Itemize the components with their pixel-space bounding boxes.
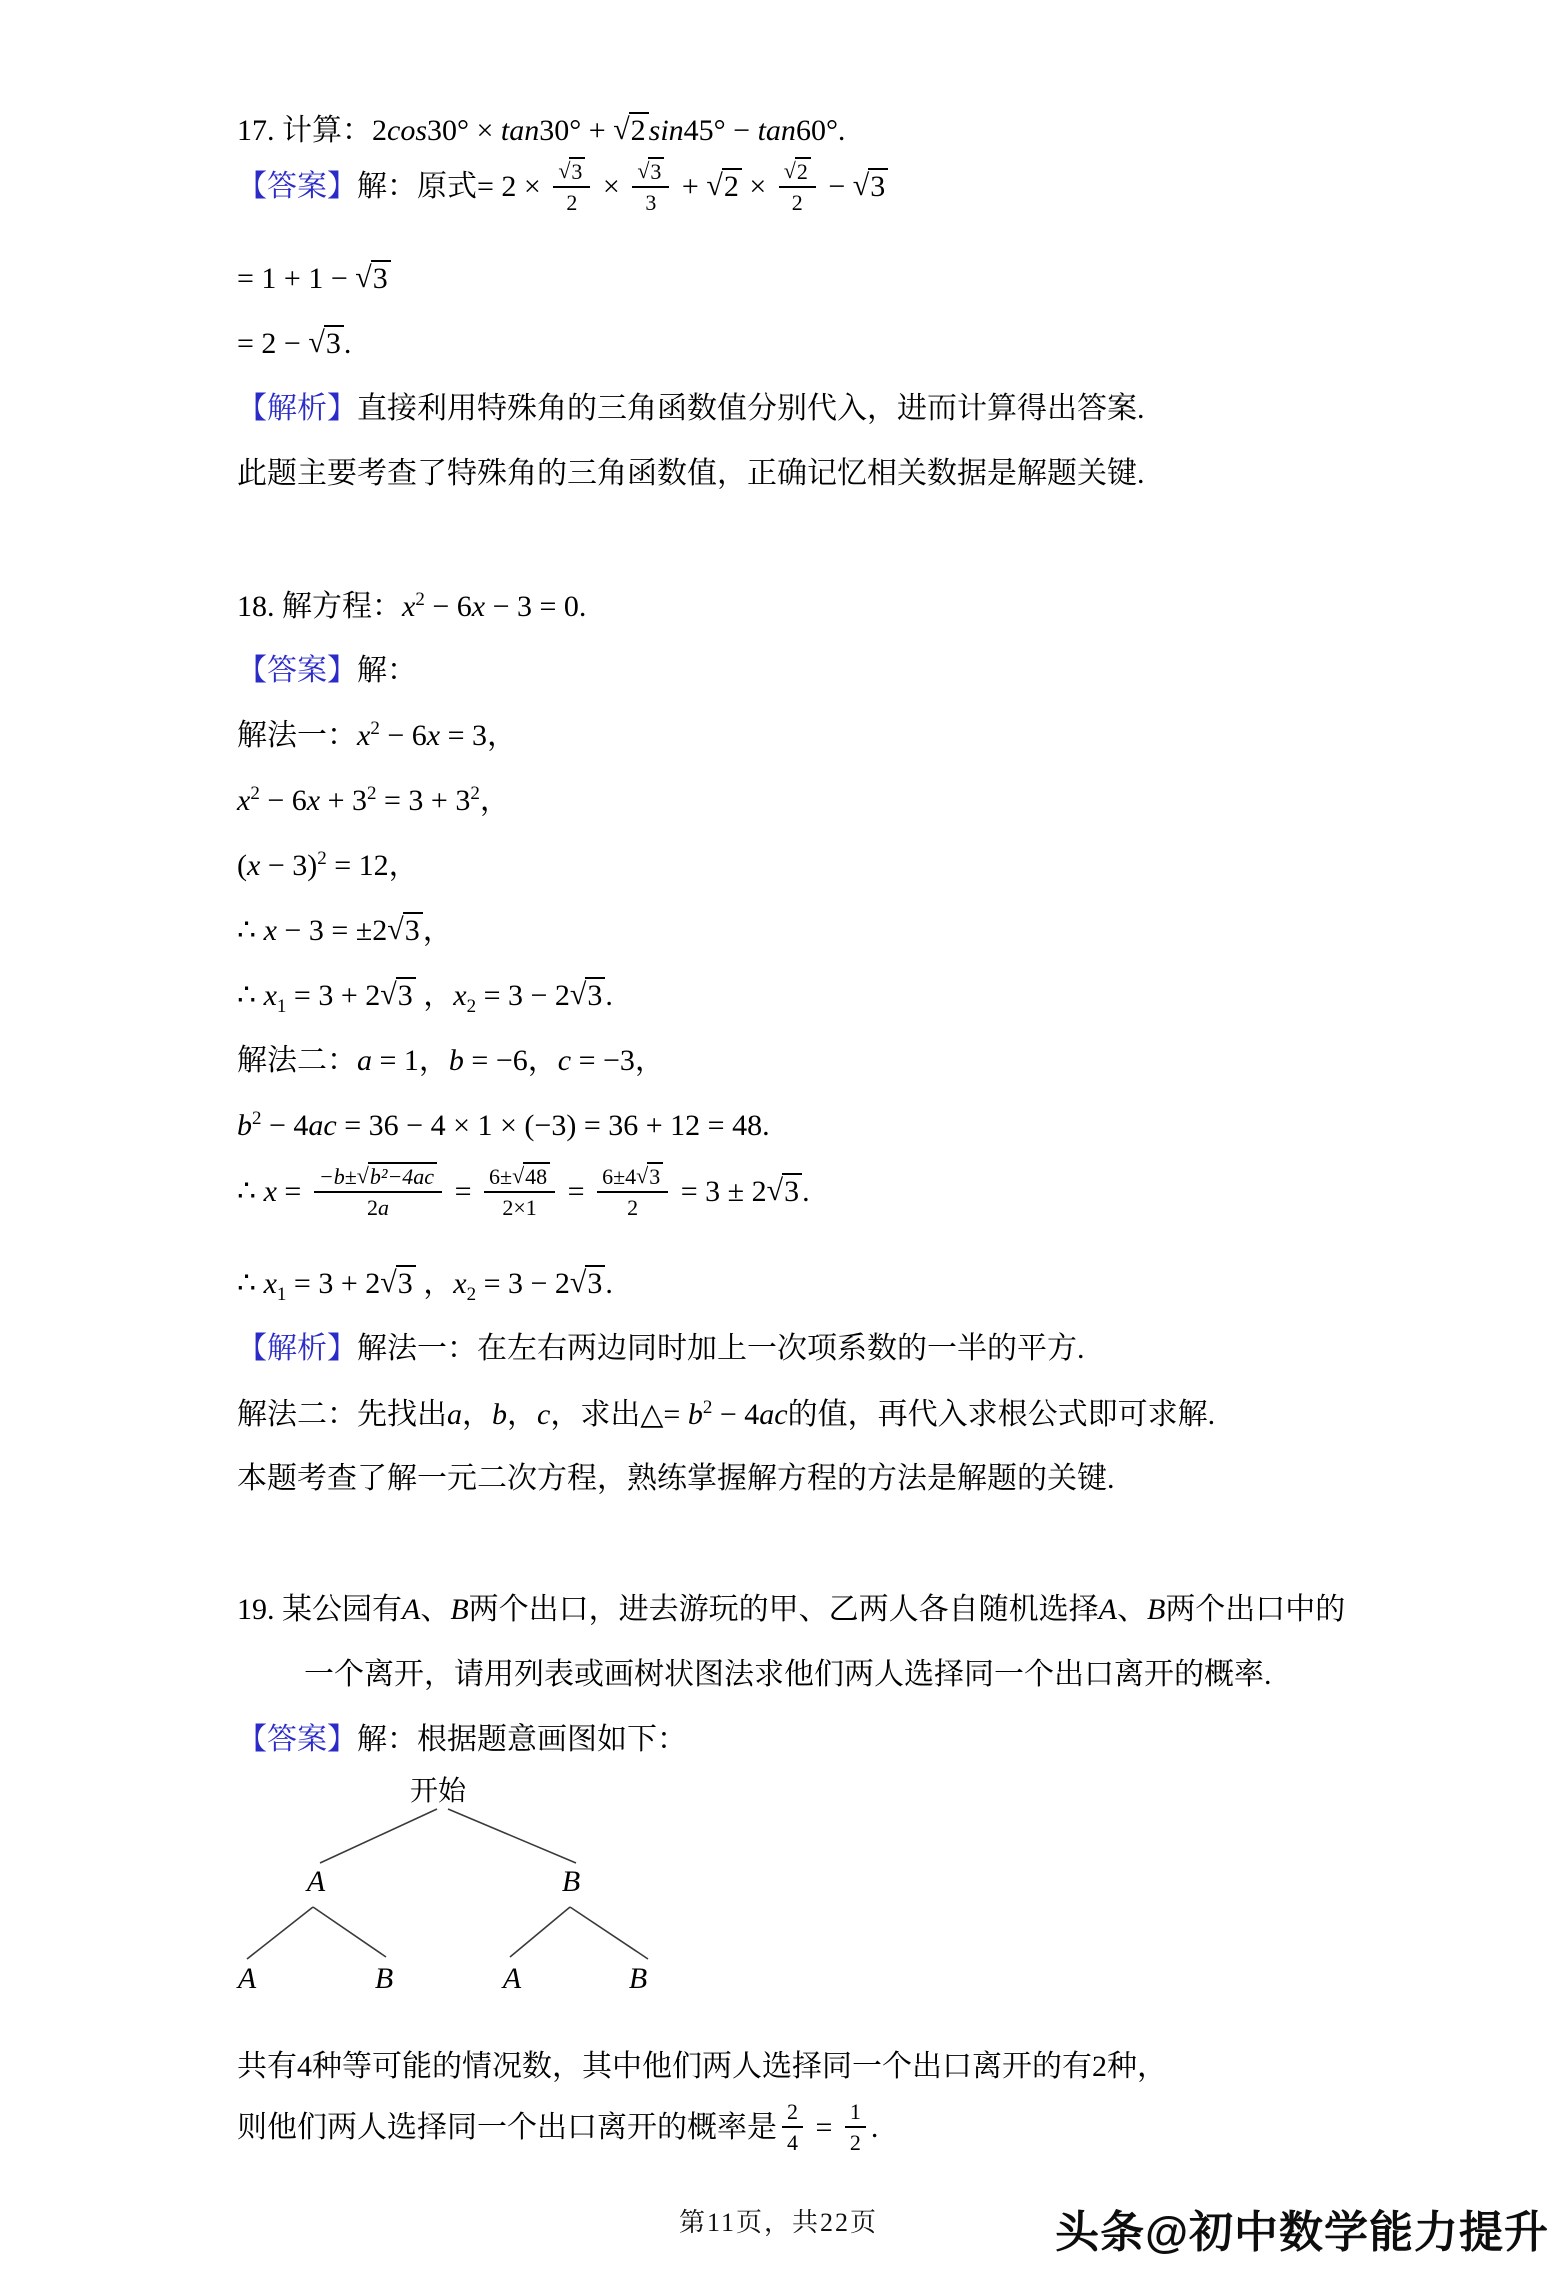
text-run: 2 — [849, 2130, 861, 2156]
q17-answer-line3 — [237, 325, 351, 363]
radical — [784, 157, 811, 184]
radicand: 48 — [523, 1162, 550, 1188]
text-run: 解法一：在左右两边同时加上一次项系数的一半的平方. — [357, 1332, 1085, 1365]
text-run: . — [343, 327, 352, 360]
radical-sign: √ — [637, 158, 650, 183]
fraction-numerator — [314, 1162, 442, 1193]
text-run: ∴ — [237, 1267, 264, 1300]
fraction — [553, 157, 590, 216]
text-run: = — [447, 1175, 479, 1209]
q18-analysis-line3 — [237, 1460, 1115, 1498]
radicand: 3 — [396, 977, 416, 1012]
fraction — [632, 157, 669, 216]
fraction-denominator — [597, 1193, 668, 1220]
math-variable: c — [557, 1044, 572, 1077]
fraction — [782, 2099, 803, 2156]
text-run: − 6 — [424, 590, 472, 623]
text-run: 2×1 — [502, 1195, 537, 1221]
fraction-denominator — [845, 2128, 866, 2155]
text-run: 一个离开，请用列表或画树状图法求他们两人选择同一个出口离开的概率. — [304, 1658, 1272, 1691]
radicand: 3 — [782, 1173, 802, 1208]
superscript: 2 — [250, 783, 260, 804]
text-run: 4 — [787, 2130, 798, 2156]
tree-level1-label: B — [561, 1865, 581, 1898]
math-variable: cos — [387, 114, 427, 147]
math-variable: x — [263, 979, 277, 1012]
q18-method1-step2 — [237, 782, 510, 820]
text-run: 解法二：先找出 — [237, 1398, 447, 1431]
superscript: 2 — [252, 1108, 262, 1129]
text-run: ， — [462, 1398, 492, 1431]
radical-sign: √ — [613, 113, 630, 146]
text-run: = 12， — [326, 849, 419, 882]
tree-branch — [320, 1809, 437, 1863]
subscript: 1 — [276, 996, 287, 1017]
text-run: × — [595, 170, 628, 204]
math-variable: x — [357, 719, 371, 752]
radicand: 2 — [629, 112, 649, 147]
fraction-denominator — [553, 188, 590, 215]
text-run: = 1 + 1 − — [237, 262, 356, 295]
tree-level2-label: A — [237, 1962, 257, 1995]
radical — [570, 977, 605, 1015]
text-run: = −3， — [571, 1044, 665, 1077]
radical — [706, 168, 741, 206]
radical — [357, 1162, 437, 1189]
fraction-numerator — [632, 157, 669, 188]
math-variable: tan — [500, 114, 540, 147]
superscript: 2 — [415, 589, 425, 610]
section-label: 【解析】 — [237, 392, 357, 425]
radical-sign: √ — [380, 978, 397, 1011]
fraction — [597, 1162, 668, 1221]
superscript: 2 — [370, 718, 380, 739]
text-run: 6± — [489, 1164, 513, 1189]
text-run: 此题主要考查了特殊角的三角函数值，正确记忆相关数据是解题关键. — [237, 457, 1145, 490]
math-variable: x — [247, 849, 261, 882]
radical — [308, 325, 343, 363]
text-run: 解： — [357, 654, 417, 687]
tree-branch — [313, 1907, 386, 1957]
radical — [767, 1173, 802, 1211]
fraction-denominator — [484, 1193, 555, 1220]
q17-problem — [237, 112, 845, 150]
fraction-denominator — [782, 2128, 803, 2155]
text-run: 45° − — [683, 114, 758, 147]
math-variable: ac — [308, 1109, 337, 1142]
section-label: 【答案】 — [237, 1723, 357, 1756]
fraction-denominator — [314, 1193, 442, 1220]
text-run: 解：根据题意画图如下： — [357, 1723, 687, 1756]
radicand: 3 — [371, 260, 391, 295]
math-variable: c — [537, 1398, 551, 1431]
q18-method2-step4 — [237, 1265, 613, 1307]
radical — [636, 1162, 663, 1189]
q17-analysis-line1 — [237, 390, 1145, 428]
tree-level1-label: A — [306, 1865, 326, 1898]
math-variable: A — [1098, 1593, 1117, 1626]
text-run: = 3 + 3 — [376, 784, 471, 817]
math-variable: b — [237, 1109, 252, 1142]
text-run: 60°. — [795, 114, 846, 147]
text-run: 3 — [645, 190, 657, 216]
radicand: 2 — [795, 157, 811, 183]
text-run: 17. 计算： — [237, 114, 372, 147]
text-run: 18. 解方程： — [237, 590, 402, 623]
superscript: 2 — [317, 848, 327, 869]
page-number: 第11页，共22页 — [678, 2208, 879, 2237]
text-run: ∴ — [237, 1175, 264, 1209]
q18-method2-step3 — [237, 1165, 810, 1224]
radical-sign: √ — [569, 1266, 587, 1299]
q18-method1-step1 — [237, 717, 517, 755]
math-variable: b — [448, 1044, 464, 1077]
math-variable: x — [263, 1267, 277, 1300]
text-run: ± — [344, 1164, 357, 1189]
tree-diagram — [220, 1772, 680, 2012]
radical-sign: √ — [308, 326, 325, 359]
superscript: 2 — [367, 783, 377, 804]
math-variable: x — [402, 590, 416, 623]
text-run: = 3 − 2 — [476, 979, 570, 1012]
radical — [613, 112, 648, 150]
q17-analysis-line2 — [237, 455, 1145, 493]
fraction — [779, 157, 816, 216]
math-variable: x — [471, 590, 486, 623]
radical — [853, 168, 888, 206]
radical — [512, 1162, 550, 1189]
superscript: 2 — [702, 1397, 713, 1418]
q18-analysis-line1 — [237, 1330, 1085, 1368]
text-run: × — [741, 170, 774, 204]
text-run: − 3 = ±2 — [276, 914, 388, 947]
text-run: = −6， — [463, 1044, 558, 1077]
watermark: 头条@初中数学能力提升 — [1055, 2208, 1549, 2257]
math-variable: x — [426, 719, 441, 752]
math-variable: a — [377, 1195, 389, 1221]
text-run: − 6 — [259, 784, 307, 817]
text-run: 2 — [791, 190, 803, 216]
text-run: 、 — [1116, 1593, 1147, 1626]
fraction-denominator — [632, 188, 669, 215]
math-variable: a — [447, 1398, 462, 1431]
q18-method1-step3 — [237, 847, 419, 885]
text-run: 1 — [849, 2099, 861, 2124]
subscript: 2 — [466, 1284, 477, 1305]
radical — [355, 260, 390, 298]
q18-method1-step4 — [237, 912, 453, 950]
superscript: 2 — [470, 783, 480, 804]
tree-root-label: 开始 — [409, 1776, 467, 1807]
radical-sign: √ — [783, 158, 796, 183]
radical-sign: √ — [387, 913, 404, 946]
text-run: = 1， — [372, 1044, 449, 1077]
q17-answer-line1 — [237, 160, 888, 219]
text-run: = 3 + 2 — [286, 979, 381, 1012]
text-run: 6±4 — [602, 1164, 637, 1189]
text-run: + — [674, 170, 707, 204]
q18-method1-step5 — [237, 977, 613, 1019]
math-variable: x — [453, 1267, 467, 1300]
radicand: 3 — [647, 1162, 663, 1188]
fraction-numerator — [845, 2099, 866, 2128]
text-run: = — [808, 2111, 840, 2145]
tree-level2-label: A — [502, 1962, 522, 1995]
text-run: 解法二： — [237, 1044, 357, 1077]
subscript: 2 — [466, 996, 477, 1017]
tree-branch — [448, 1809, 576, 1863]
q18-analysis-line2 — [237, 1396, 1215, 1434]
text-run: = — [276, 1175, 309, 1209]
math-variable: a — [357, 1044, 372, 1077]
radical-sign: √ — [852, 169, 870, 203]
radical-sign: √ — [766, 1174, 784, 1208]
radical-sign: √ — [512, 1163, 525, 1188]
text-run: = 36 − 4 × 1 × (−3) = 36 + 12 = 48. — [336, 1109, 770, 1142]
text-run: ， — [479, 784, 510, 817]
text-run: ， — [415, 1267, 454, 1300]
text-run: + 3 — [320, 784, 367, 817]
text-run: ( — [237, 849, 247, 882]
math-variable: −b — [318, 1164, 345, 1189]
math-variable: x — [453, 979, 467, 1012]
math-variable: B — [1146, 1593, 1166, 1626]
radicand: 3 — [396, 1265, 416, 1300]
text-run: 19. 某公园有 — [237, 1593, 402, 1626]
radicand: 2 — [722, 168, 742, 203]
text-run: 2 — [787, 2099, 798, 2124]
fraction-denominator — [779, 188, 816, 215]
tree-branch — [247, 1907, 313, 1959]
q19-problem-line1 — [237, 1591, 1345, 1629]
text-run: − 6 — [379, 719, 427, 752]
text-run: 30° × — [427, 114, 501, 147]
q19-probability-line — [237, 2099, 879, 2159]
fraction-numerator — [779, 157, 816, 188]
radicand: 3 — [324, 325, 344, 360]
fraction — [484, 1162, 555, 1221]
radicand: 3 — [585, 977, 605, 1012]
section-label: 【答案】 — [237, 170, 357, 204]
text-run: − — [820, 170, 853, 204]
radical — [558, 157, 585, 184]
math-variable: A — [402, 1593, 421, 1626]
radical-sign: √ — [355, 261, 372, 294]
text-run: ∴ — [237, 914, 264, 947]
tree-branch — [570, 1907, 648, 1959]
radicand: 3 — [585, 1265, 605, 1300]
q18-answer-intro — [237, 652, 417, 690]
fraction-numerator — [597, 1162, 668, 1193]
math-variable: b — [492, 1398, 507, 1431]
fraction-numerator — [782, 2099, 803, 2128]
q18-method2-step2 — [237, 1107, 770, 1145]
q19-problem-line2 — [304, 1656, 1272, 1694]
text-run: 2 — [372, 114, 387, 147]
math-variable: B — [450, 1593, 469, 1626]
text-run: . — [802, 1175, 810, 1209]
text-run: 解：原式= 2 × — [357, 170, 549, 204]
text-run: − 3 = 0. — [485, 590, 587, 623]
text-run: 的值，再代入求根公式即可求解. — [787, 1398, 1216, 1431]
radicand: 3 — [569, 157, 585, 183]
fraction — [314, 1162, 442, 1221]
subscript: 1 — [276, 1284, 287, 1305]
text-run: 共有4种等可能的情况数，其中他们两人选择同一个出口离开的有2种， — [237, 2050, 1167, 2083]
math-variable: x — [263, 1175, 277, 1209]
text-run: 2 — [366, 1195, 378, 1221]
radical-sign: √ — [636, 1163, 649, 1188]
tree-level2-label: B — [628, 1962, 648, 1995]
text-run: ，求出△= — [550, 1398, 688, 1431]
text-run: 则他们两人选择同一个出口离开的概率是 — [237, 2111, 777, 2145]
text-run: ∴ — [237, 979, 264, 1012]
text-run: ， — [415, 979, 454, 1012]
tree-branch — [510, 1907, 570, 1957]
radical — [380, 977, 415, 1015]
q19-count-line — [237, 2048, 1167, 2086]
text-run: 解法一： — [237, 719, 357, 752]
radicand: 3 — [403, 912, 423, 947]
text-run: = 3 ± 2 — [673, 1175, 767, 1209]
radicand: 3 — [648, 157, 664, 183]
q19-answer-intro — [237, 1721, 687, 1759]
radicand: 3 — [868, 168, 888, 203]
q18-problem — [237, 588, 586, 626]
text-run: 2 — [627, 1195, 639, 1221]
text-run: . — [870, 2111, 879, 2145]
text-run: − 4 — [261, 1109, 309, 1142]
math-variable: tan — [757, 114, 796, 147]
text-run: 本题考查了解一元二次方程，熟练掌握解方程的方法是解题的关键. — [237, 1462, 1115, 1495]
radical-sign: √ — [558, 158, 571, 183]
math-variable: x — [237, 784, 251, 817]
text-run: ， — [507, 1398, 537, 1431]
text-run: − 4 — [712, 1398, 760, 1431]
fraction-numerator — [553, 157, 590, 188]
math-variable: ac — [759, 1398, 788, 1431]
text-run: . — [605, 1267, 613, 1300]
radical-sign: √ — [380, 1266, 397, 1299]
radical-sign: √ — [569, 978, 587, 1011]
text-run: 两个出口中的 — [1165, 1593, 1346, 1626]
math-variable: b — [687, 1398, 703, 1431]
text-run: = 2 − — [237, 327, 309, 360]
radical — [387, 912, 422, 950]
text-run: = — [560, 1175, 593, 1209]
text-run: 两个出口，进去游玩的甲、乙两人各自随机选择 — [468, 1593, 1099, 1626]
radical — [570, 1265, 605, 1303]
text-run: = 3， — [440, 719, 517, 752]
section-label: 【答案】 — [237, 654, 357, 687]
section-label: 【解析】 — [237, 1332, 357, 1365]
tree-level2-label: B — [374, 1962, 394, 1995]
text-run: 直接利用特殊角的三角函数值分别代入，进而计算得出答案. — [357, 392, 1145, 425]
radicand: b²−4ac — [368, 1162, 437, 1188]
radical-sign: √ — [356, 1163, 369, 1188]
math-variable: sin — [648, 114, 684, 147]
radical-sign: √ — [706, 169, 723, 203]
text-run: − 3) — [260, 849, 318, 882]
fraction-numerator — [484, 1162, 555, 1193]
text-run: = 3 − 2 — [476, 1267, 570, 1300]
radical — [380, 1265, 415, 1303]
text-run: . — [605, 979, 613, 1012]
text-run: 、 — [420, 1593, 451, 1626]
text-run: 2 — [566, 190, 578, 216]
radical — [637, 157, 664, 184]
text-run: 30° + — [539, 114, 614, 147]
math-variable: x — [263, 914, 277, 947]
fraction — [845, 2099, 866, 2156]
text-run: ， — [422, 914, 453, 947]
q18-method2-step1 — [237, 1042, 665, 1080]
math-variable: x — [306, 784, 321, 817]
text-run: = 3 + 2 — [286, 1267, 381, 1300]
q17-answer-line2 — [237, 260, 391, 298]
